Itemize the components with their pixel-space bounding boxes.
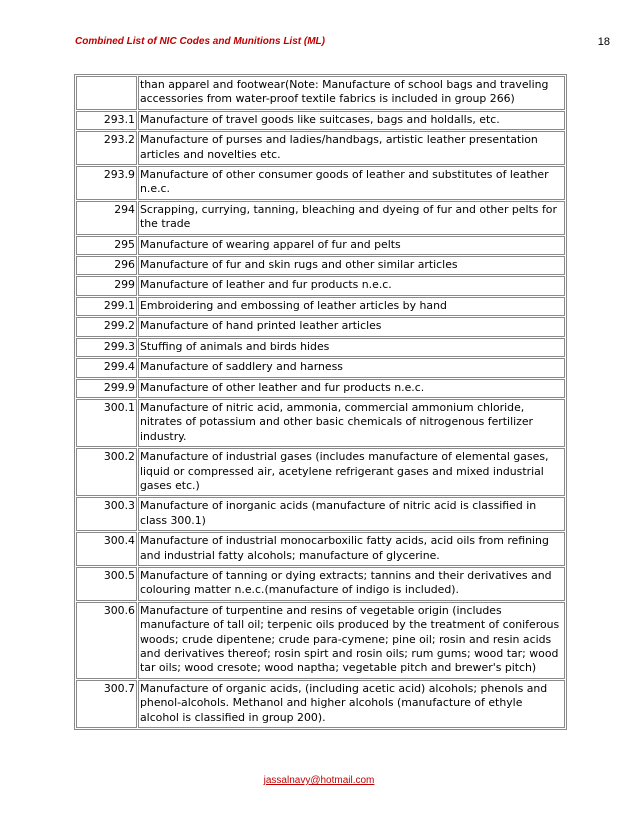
- table-row: [76, 317, 565, 336]
- description-cell: Manufacture of organic acids, (including acetic acid) alcohols; phenols and phenol-alcohols. Methanol and higher alcohols (manufacture of ethyle alcohol is classified in group 200).: [138, 680, 565, 728]
- description-cell: Manufacture of turpentine and resins of vegetable origin (includes manufacture of tall oil; terpenic oils produced by the treatment of coniferous woods; crude dipentene; crude para-cymene; pine oil; rosin and resin acids and derivatives thereof; rosin spirt and rosin oils; rum gums; wood tar; wood tar oils; wood cresote; wood naptha; vegetable pitch and brewer's pitch): [138, 602, 565, 679]
- description-cell: Scrapping, currying, tanning, bleaching and dyeing of fur and other pelts for the trade: [138, 201, 565, 235]
- table-row: [76, 276, 565, 295]
- description-cell: Manufacture of industrial gases (includes manufacture of elemental gases, liquid or compressed air, acetylene refrigerant gases and mixed industrial gases etc.): [138, 448, 565, 496]
- description-cell: Manufacture of fur and skin rugs and other similar articles: [138, 256, 565, 275]
- description-cell: Manufacture of travel goods like suitcases, bags and holdalls, etc.: [138, 111, 565, 130]
- nic-code-cell: 293.9: [76, 166, 137, 200]
- nic-code-cell: 295: [76, 236, 137, 255]
- table-row: [76, 131, 565, 165]
- nic-code-cell: 300.4: [76, 532, 137, 566]
- table-row: [76, 602, 565, 679]
- page-header: [75, 36, 610, 52]
- description-cell: Embroidering and embossing of leather articles by hand: [138, 297, 565, 316]
- description-cell: Manufacture of tanning or dying extracts; tannins and their derivatives and colouring matter n.e.c.(manufacture of indigo is included).: [138, 567, 565, 601]
- nic-code-cell: 300.3: [76, 497, 137, 531]
- table-body: [76, 76, 565, 728]
- table-row: [76, 297, 565, 316]
- nic-code-cell: 299.3: [76, 338, 137, 357]
- nic-code-cell: 299.4: [76, 358, 137, 377]
- description-cell: than apparel and footwear(Note: Manufacture of school bags and traveling accessories from water-proof textile fabrics is included in group 266): [138, 76, 565, 110]
- description-cell: Manufacture of nitric acid, ammonia, commercial ammonium chloride, nitrates of potassium and other basic chemicals of nitrogenous fertilizer industry.: [138, 399, 565, 447]
- page-number: 18: [597, 36, 610, 48]
- nic-code-cell: 299.2: [76, 317, 137, 336]
- table-row: [76, 111, 565, 130]
- nic-code-cell: 299.1: [76, 297, 137, 316]
- nic-code-cell: 293.1: [76, 111, 137, 130]
- nic-code-cell: 300.2: [76, 448, 137, 496]
- description-cell: Manufacture of saddlery and harness: [138, 358, 565, 377]
- description-cell: Manufacture of purses and ladies/handbags, artistic leather presentation articles and novelties etc.: [138, 131, 565, 165]
- table-row: [76, 680, 565, 728]
- description-cell: Manufacture of hand printed leather articles: [138, 317, 565, 336]
- description-cell: Manufacture of leather and fur products n.e.c.: [138, 276, 565, 295]
- description-cell: Manufacture of wearing apparel of fur and pelts: [138, 236, 565, 255]
- table-row: [76, 567, 565, 601]
- table-row: [76, 76, 565, 110]
- nic-code-cell: [76, 76, 137, 110]
- description-cell: Manufacture of inorganic acids (manufacture of nitric acid is classified in class 300.1): [138, 497, 565, 531]
- table-row: [76, 399, 565, 447]
- table-row: [76, 201, 565, 235]
- nic-code-cell: 300.1: [76, 399, 137, 447]
- nic-code-cell: 300.5: [76, 567, 137, 601]
- table-row: [76, 379, 565, 398]
- table-row: [76, 236, 565, 255]
- document-title: Combined List of NIC Codes and Munitions List (ML): [75, 36, 325, 47]
- table-row: [76, 256, 565, 275]
- description-cell: Manufacture of other leather and fur products n.e.c.: [138, 379, 565, 398]
- description-cell: Manufacture of other consumer goods of leather and substitutes of leather n.e.c.: [138, 166, 565, 200]
- nic-code-cell: 296: [76, 256, 137, 275]
- table-row: [76, 358, 565, 377]
- nic-code-cell: 300.6: [76, 602, 137, 679]
- nic-codes-table: [74, 74, 567, 730]
- nic-code-cell: 300.7: [76, 680, 137, 728]
- table-row: [76, 532, 565, 566]
- nic-code-cell: 293.2: [76, 131, 137, 165]
- description-cell: Manufacture of industrial monocarboxilic fatty acids, acid oils from refining and industrial fatty alcohols; manufacture of glycerine.: [138, 532, 565, 566]
- table-row: [76, 166, 565, 200]
- table-row: [76, 338, 565, 357]
- footer-email-link[interactable]: jassalnavy@hotmail.com: [263, 775, 375, 786]
- nic-code-cell: 299: [76, 276, 137, 295]
- nic-code-cell: 294: [76, 201, 137, 235]
- description-cell: Stuffing of animals and birds hides: [138, 338, 565, 357]
- nic-code-cell: 299.9: [76, 379, 137, 398]
- table-row: [76, 497, 565, 531]
- table-row: [76, 448, 565, 496]
